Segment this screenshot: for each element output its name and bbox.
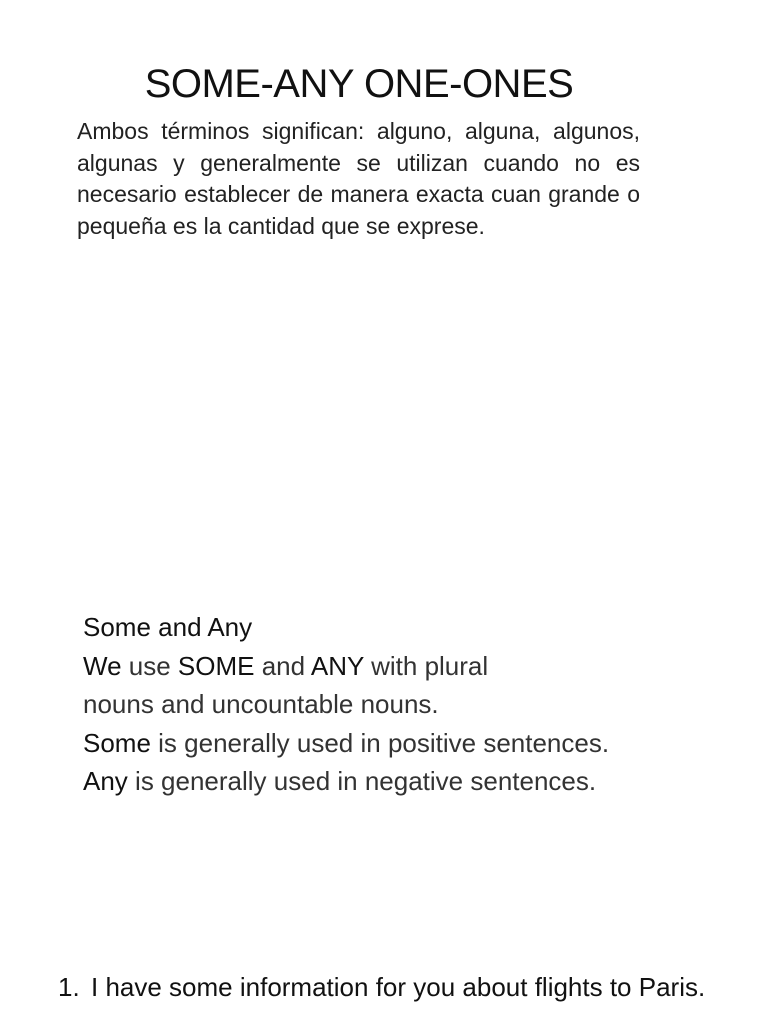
some-keyword: SOME <box>177 650 255 681</box>
some-rule-keyword: Some <box>83 727 151 758</box>
nouns-line: nouns and uncountable nouns. <box>83 689 439 719</box>
any-rule-text: is generally used in negative sentences. <box>127 766 597 796</box>
and-word: and <box>254 650 311 681</box>
use-word: use <box>121 650 178 681</box>
list-item-number: 1. <box>58 972 80 1002</box>
any-rule-keyword: Any <box>83 766 128 796</box>
list-item <box>58 972 758 1002</box>
some-rule-text: is generally used in positive sentences. <box>150 727 610 758</box>
we-word: We <box>83 650 122 681</box>
any-keyword: ANY <box>310 650 364 681</box>
intro-paragraph: Ambos términos significan: alguno, alguna, algunos, algunas y generalmente se utilizan cuando no es necesario establecer de manera exacta cuan grande o pequeña es la cantidad que se exprese. <box>77 118 640 239</box>
any-rule-line <box>83 762 723 801</box>
some-any-section <box>83 608 723 801</box>
usage-line <box>83 647 723 686</box>
list-item-text: I have some information for you about flights to Paris. <box>91 972 706 1002</box>
some-rule-line <box>83 724 723 763</box>
section-heading: Some and Any <box>83 612 253 642</box>
page-title: SOME-ANY ONE-ONES <box>144 62 574 106</box>
with-plural-text: with plural <box>363 650 489 681</box>
